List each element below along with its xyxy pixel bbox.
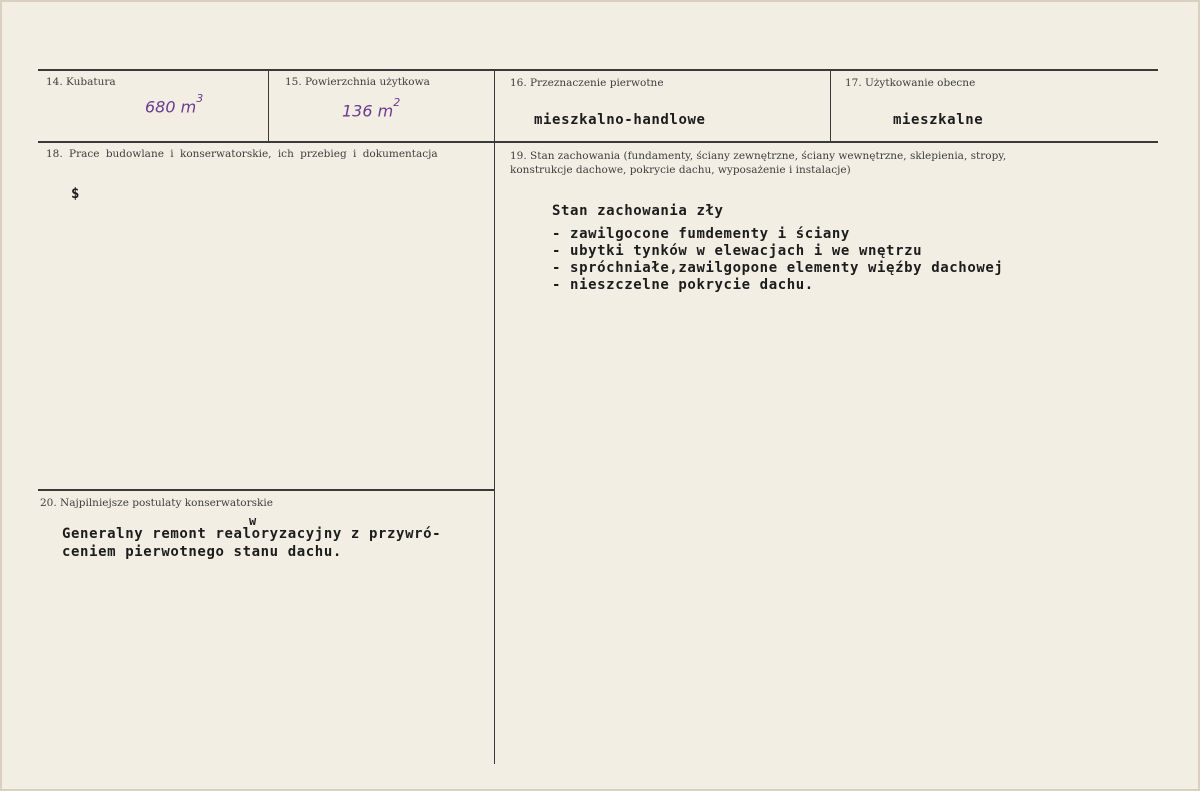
list-item: - ubytki tynków w elewacjach i we wnętrzu (552, 243, 923, 259)
field-15-label: 15. Powierzchnia użytkowa (285, 76, 430, 88)
field-15-value: 136 $m^2$ (342, 96, 401, 121)
field-18-label: 18. Prace budowlane i konserwatorskie, ich przebieg i dokumentacja (46, 148, 438, 160)
field-16-label: 16. Przeznaczenie pierwotne (510, 77, 664, 89)
field-14-value: 680 $m^3$ (145, 92, 204, 117)
field-20-line1: Generalny remont realoryzacyjny z przywró- (62, 526, 442, 542)
section-20-rule (38, 489, 494, 491)
list-item: - spróchniałe,zawilgopone elementy więźby dachowej (552, 260, 1004, 276)
top-rule (38, 69, 1158, 71)
list-item: - zawilgocone fumdementy i ściany (552, 226, 850, 242)
middle-rule (38, 141, 1158, 143)
field-20-line2: ceniem pierwotnego stanu dachu. (62, 544, 342, 560)
field-17-value: mieszkalne (893, 112, 984, 128)
field-14-label: 14. Kubatura (46, 76, 116, 88)
field-19-heading: Stan zachowania zły (552, 203, 724, 219)
divider-16-17 (830, 71, 831, 141)
field-19-label-line1: 19. Stan zachowania (fundamenty, ściany zewnętrzne, ściany wewnętrzne, sklepienia, stropy, (510, 150, 1007, 162)
field-16-value: mieszkalno-handlowe (534, 112, 706, 128)
field-19-label-line2: konstrukcje dachowe, pokrycie dachu, wyposażenie i instalacje) (510, 164, 851, 176)
field-17-label: 17. Użytkowanie obecne (845, 77, 976, 89)
field-18-typed-mark: $ (71, 186, 80, 202)
field-20-label: 20. Najpilniejsze postulaty konserwatorskie (40, 497, 273, 509)
divider-15-16 (494, 71, 495, 764)
field-20-insertion: w (249, 514, 257, 528)
divider-14-15 (268, 71, 269, 141)
list-item: - nieszczelne pokrycie dachu. (552, 277, 814, 293)
